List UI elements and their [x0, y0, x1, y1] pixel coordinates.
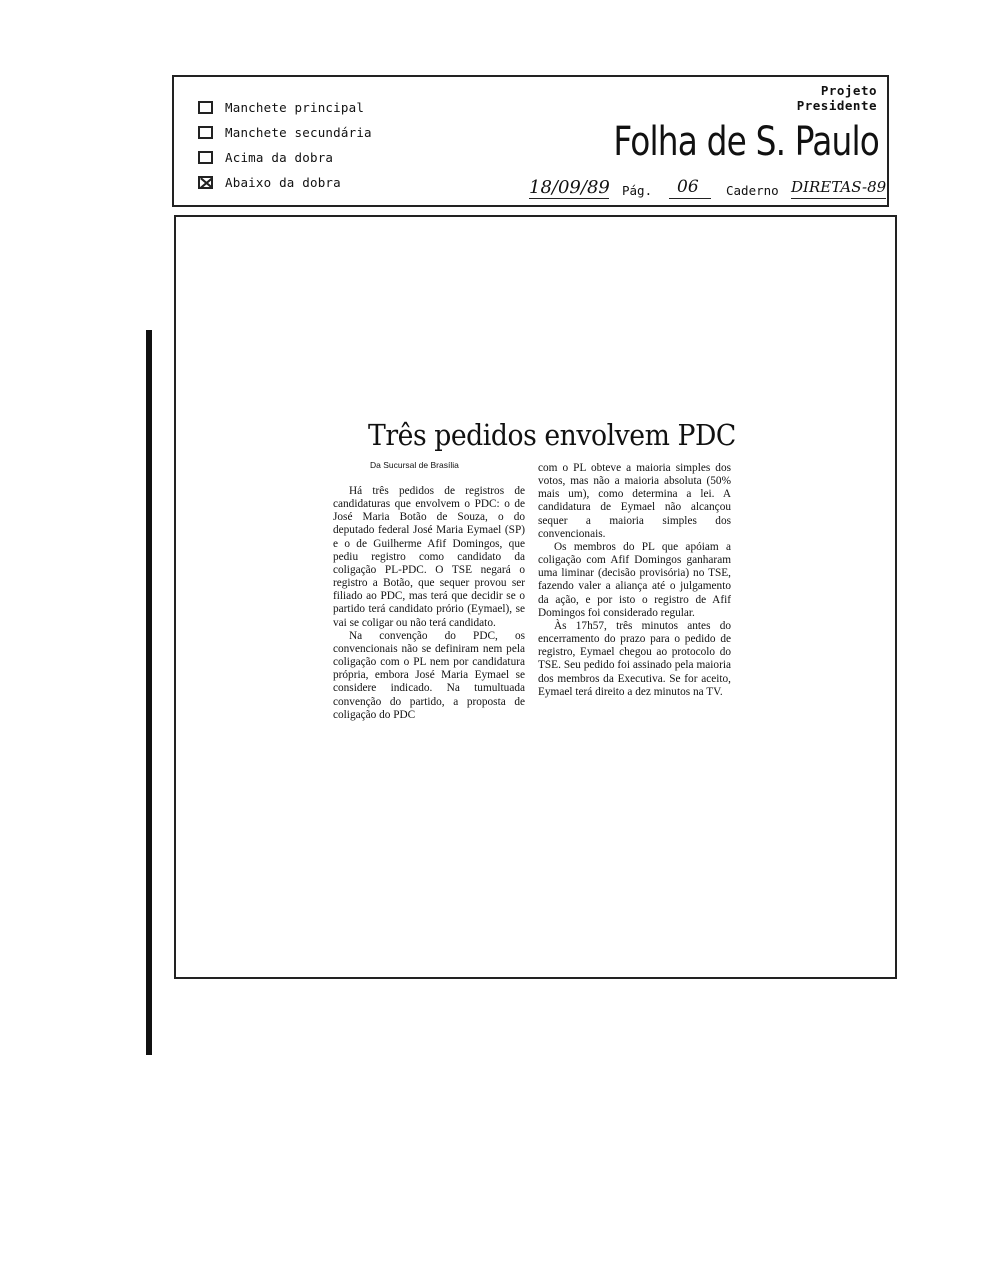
article-byline: Da Sucursal de Brasília	[370, 460, 459, 470]
project-line-1: Projeto	[820, 83, 877, 98]
paragraph: Há três pedidos de registros de candidaturas que envolvem o PDC: o de José Maria Botão de Souza, o do deputado federal José Maria Eymael (SP) e o de Guilherme Afif Domingos, que pediu registro como candidato da coligação PL-PDC. O TSE negará o registro a Botão, que sequer provou ser filiado ao PDC, mas terá que decidir se o partido terá candidato prório (Eymael), se vai se coligar ou não terá candidato.	[333, 485, 525, 629]
scan-edge-bar	[146, 330, 152, 1055]
placement-checklist	[198, 95, 372, 195]
check-row-manchete-principal	[198, 95, 372, 120]
clipping-header	[172, 75, 889, 207]
paragraph: Na convenção do PDC, os convencionais não se definiram nem pela coligação com o PL nem por candidatura própria, embora José Maria Eymael se considere indicado. Na tumultuada convenção do partido, a proposta de coligação do PDC	[333, 629, 525, 721]
paragraph: Os membros do PL que apóiam a coligação com Afif Domingos ganharam uma liminar (decisão provisória) no TSE, fazendo valer a aliança até o julgamento da ação, e por isto o registro de Afif Domingos foi considerado regular.	[538, 540, 731, 619]
checkbox-label: Manchete secundária	[225, 125, 372, 140]
clipping-date: 18/09/89	[529, 177, 610, 198]
date-underline	[529, 198, 609, 199]
checkbox-label: Acima da dobra	[225, 150, 334, 165]
checkbox-label: Manchete principal	[225, 100, 365, 115]
section-label: Caderno	[726, 183, 779, 198]
checkbox-manchete-principal[interactable]	[198, 101, 213, 114]
project-line-2: Presidente	[796, 98, 877, 113]
section-underline	[791, 198, 886, 199]
check-row-acima-da-dobra	[198, 145, 372, 170]
check-row-abaixo-da-dobra	[198, 170, 372, 195]
clipping-frame	[174, 215, 897, 979]
paragraph: Às 17h57, três minutos antes do encerramento do prazo para o pedido de registro, Eymael chegou ao protocolo do TSE. Seu pedido foi assinado pela maioria dos membros da Executiva. Se for aceito, Eymael terá direito a dez minutos na TV.	[538, 619, 731, 698]
clipping-metadata	[529, 177, 889, 201]
project-name	[797, 83, 877, 113]
checkbox-abaixo-da-dobra[interactable]	[198, 176, 213, 189]
page-number: 06	[677, 177, 699, 197]
page-underline	[669, 198, 711, 199]
paragraph: com o PL obteve a maioria simples dos votos, mas não a maioria absoluta (50% mais um), como determina a lei. A candidatura de Eymael não alcançou sequer a maioria simples dos convencionais.	[538, 462, 731, 540]
article-headline: Três pedidos envolvem PDC	[368, 418, 736, 452]
checkbox-manchete-secundaria[interactable]	[198, 126, 213, 139]
checkbox-acima-da-dobra[interactable]	[198, 151, 213, 164]
checkbox-label: Abaixo da dobra	[225, 175, 341, 190]
article-column-1	[333, 485, 525, 722]
section-name: DIRETAS-89	[791, 178, 887, 196]
article-column-2	[538, 462, 731, 699]
page-label: Pág.	[622, 183, 653, 198]
check-row-manchete-secundaria	[198, 120, 372, 145]
newspaper-name: Folha de S. Paulo	[613, 119, 879, 165]
